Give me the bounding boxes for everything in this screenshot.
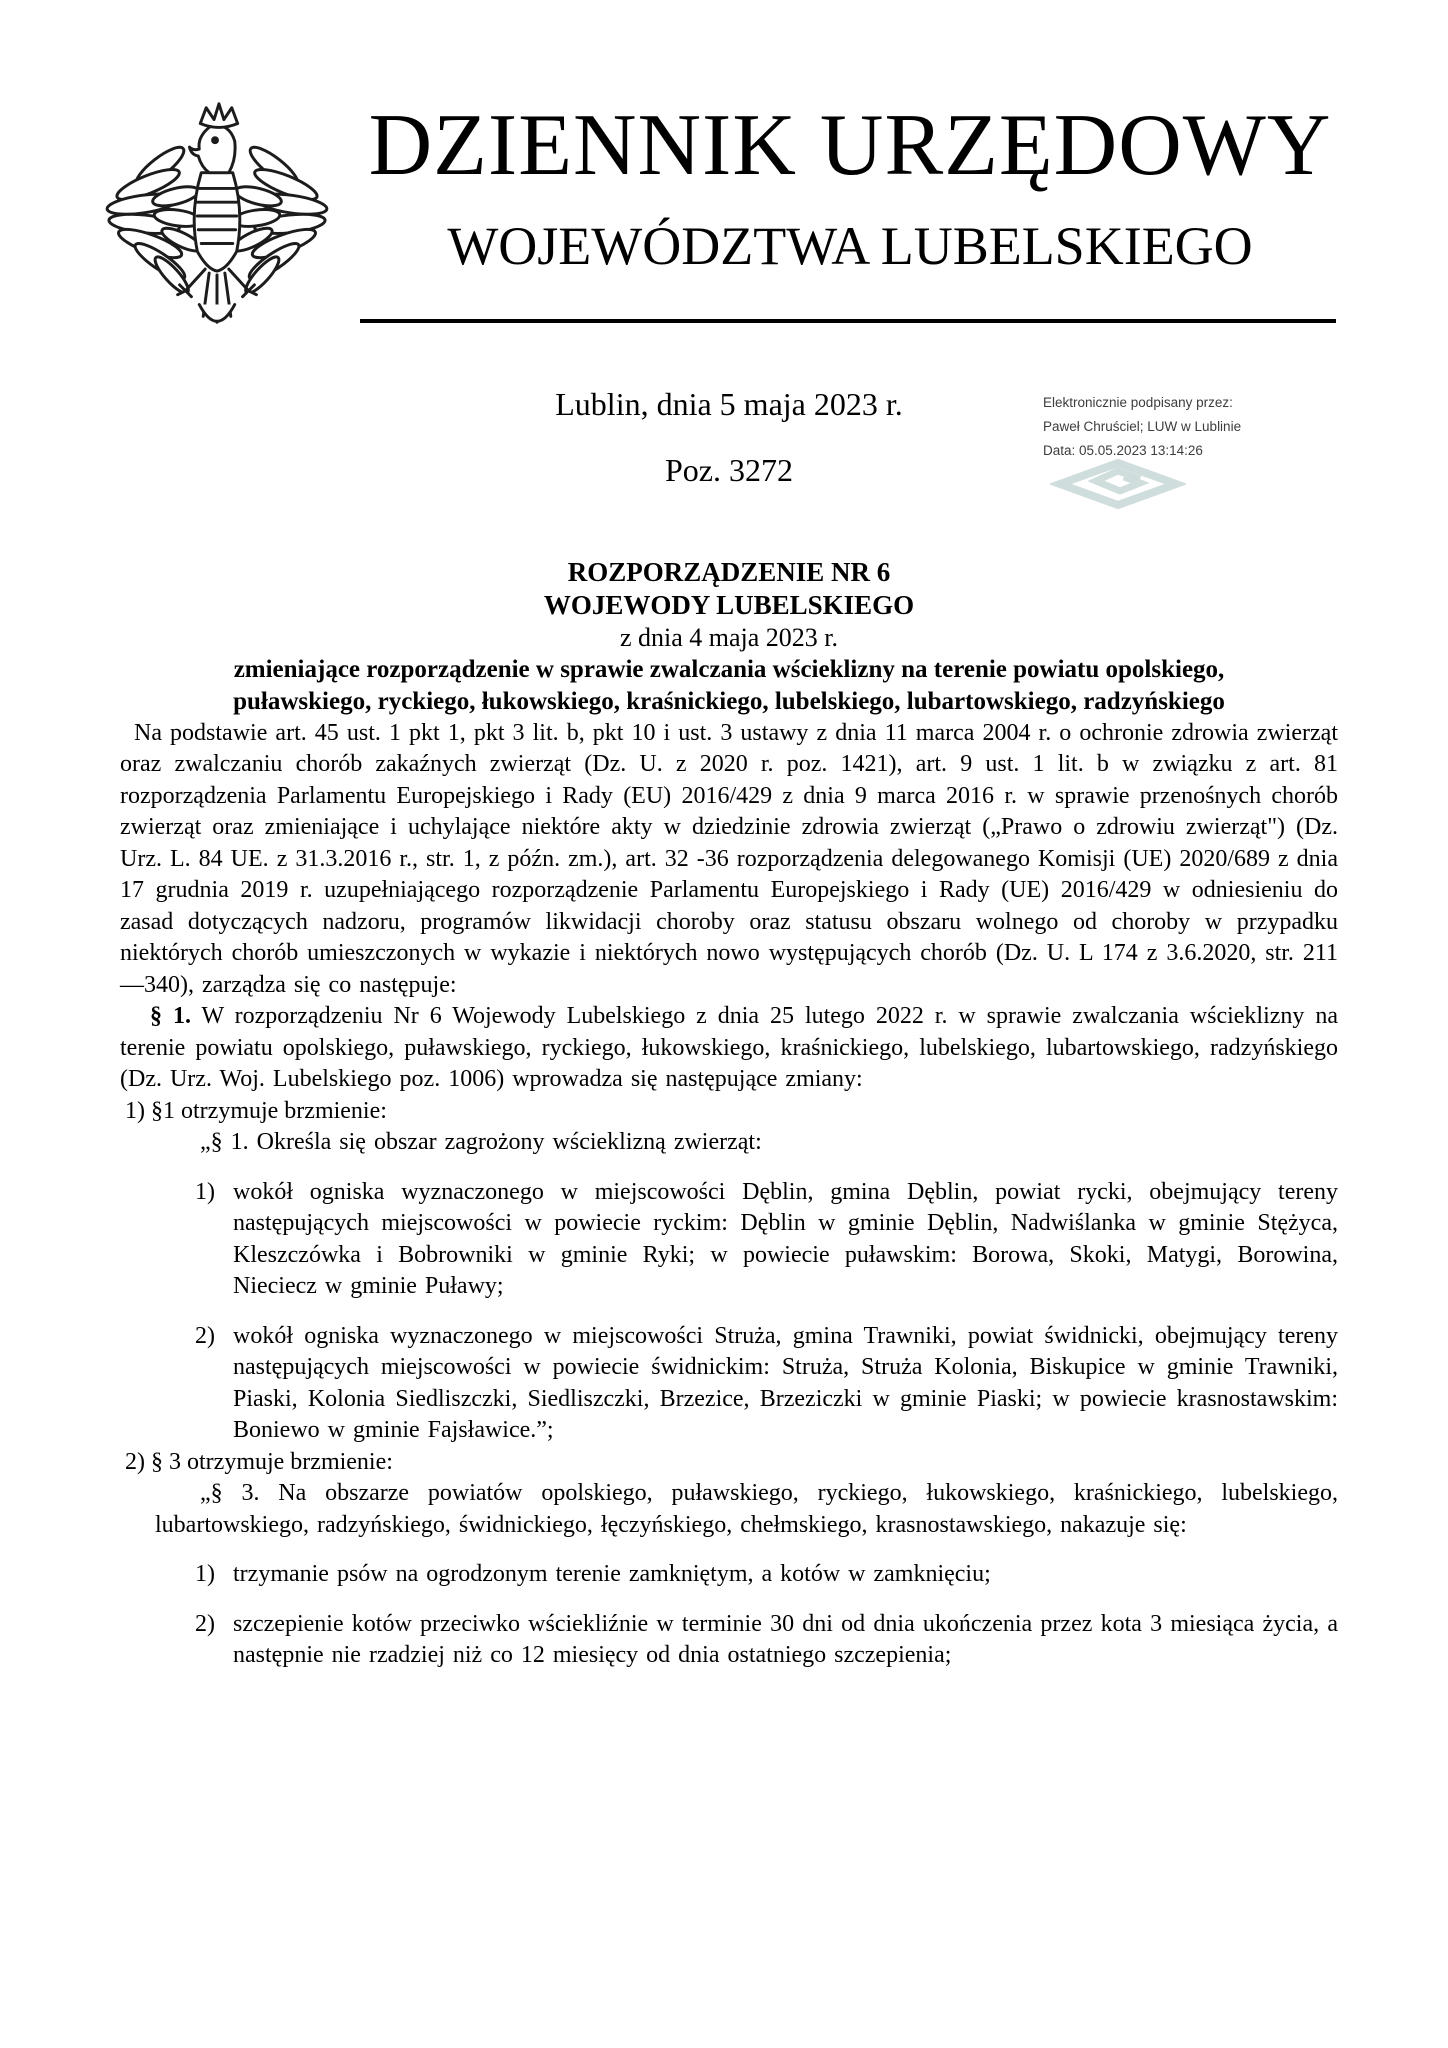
paragraph-1-label: § 1. bbox=[150, 1003, 191, 1029]
quote-2-intro: „§ 3. Na obszarze powiatów opolskiego, puławskiego, ryckiego, łukowskiego, kraśnickiego, lubelskiego, lubartowskiego, radzyńskiego, świdnickiego, łęczyńskiego, chełmskiego, krasnostawskiego, nakazuje się: bbox=[155, 1480, 1338, 1538]
amendment-2-text: § 3 otrzymuje brzmienie: bbox=[151, 1448, 393, 1475]
place-date-line: Lublin, dnia 5 maja 2023 r. bbox=[555, 386, 903, 422]
quote-2-item-2-number: 2) bbox=[195, 1610, 215, 1637]
quote-1-intro: „§ 1. Określa się obszar zagrożony wścieklizną zwierząt: bbox=[200, 1129, 762, 1155]
amendment-2-number: 2) bbox=[125, 1448, 145, 1475]
eagle-icon bbox=[98, 92, 336, 338]
quote-1-item-1 bbox=[120, 1177, 1338, 1303]
masthead-divider bbox=[360, 319, 1336, 323]
quote-2-item-1 bbox=[120, 1559, 1338, 1591]
quote-1-item-1-text: wokół ogniska wyznaczonego w miejscowości Dęblin, gmina Dęblin, powiat rycki, obejmujący tereny następujących miejscowości w powiecie ryckim: Dęblin w gminie Dęblin, Nadwiślanka w gminie Stężyca, Kleszczówka i Bobrowniki w gminie Ryki; w powiecie puławskim: Borowa, Skoki, Matygi, Borowina, Nieciecz w gminie Puławy; bbox=[233, 1178, 1338, 1299]
masthead bbox=[358, 94, 1342, 276]
amendment-1-text: §1 otrzymuje brzmienie: bbox=[151, 1097, 387, 1124]
quote-2-item-2 bbox=[120, 1609, 1338, 1672]
paragraph-1-text: W rozporządzeniu Nr 6 Wojewody Lubelskiego z dnia 25 lutego 2022 r. w sprawie zwalczania wścieklizny na terenie powiatu opolskiego, puławskiego, ryckiego, łukowskiego, kraśnickiego, lubelskiego, lubartowskiego, radzyńskiego (Dz. Urz. Woj. Lubelskiego poz. 1006) wprowadza się następujące zmiany: bbox=[120, 1003, 1339, 1092]
amendment-1 bbox=[120, 1096, 1338, 1128]
act-date: z dnia 4 maja 2023 r. bbox=[619, 623, 839, 652]
act-subject-line1: zmieniające rozporządzenie w sprawie zwalczania wścieklizny na terenie powiatu opolskiego, bbox=[233, 655, 1225, 683]
act-title-line2: WOJEWODY LUBELSKIEGO bbox=[543, 590, 915, 620]
act-subject bbox=[120, 654, 1338, 718]
preamble-paragraph: Na podstawie art. 45 ust. 1 pkt 1, pkt 3 lit. b, pkt 10 i ust. 3 ustawy z dnia 11 marca 2004 r. o ochronie zdrowia zwierząt oraz zwalczaniu chorób zakaźnych zwierząt (Dz. U. z 2020 r. poz. 1421), art. 9 ust. 1 lit. b w związku z art. 81 rozporządzenia Parlamentu Europejskiego i Rady (EU) 2016/429 z dnia 9 marca 2016 r. w sprawie przenośnych chorób zwierząt oraz zmieniające i uchylające niektóre akty w dziedzinie zdrowia zwierząt („Prawo o zdrowiu zwierząt") (Dz. Urz. L. 84 UE. z 31.3.2016 r., str. 1, z późn. zm.), art. 32 -36 rozporządzenia delegowanego Komisji (UE) 2020/689 z dnia 17 grudnia 2019 r. uzupełniającego rozporządzenie Parlamentu Europejskiego i Rady (UE) 2016/429 w odniesieniu do zasad dotyczących nadzoru, programów likwidacji choroby oraz statusu obszaru wolnego od choroby w przypadku niektórych chorób umieszczonych w wykazie i niektórych nowo występujących chorób (Dz. U. L 174 z 3.6.2020, str. 211—340), zarządza się co następuje: bbox=[120, 719, 1338, 998]
esignature-block bbox=[1043, 391, 1373, 463]
document-body bbox=[120, 556, 1338, 1672]
quote-1-item-2-number: 2) bbox=[195, 1322, 215, 1349]
quote-2-item-2-text: szczepienie kotów przeciwko wściekliźnie w terminie 30 dni od dnia ukończenia przez kota 3 miesiąca życia, a następnie nie rzadziej niż co 12 miesięcy od dnia ostatniego szczepienia; bbox=[233, 1610, 1338, 1668]
amendment-1-number: 1) bbox=[125, 1097, 145, 1124]
amendment-2 bbox=[120, 1447, 1338, 1479]
position-number: Poz. 3272 bbox=[665, 452, 793, 488]
esignature-line3: Data: 05.05.2023 13:14:26 bbox=[1043, 443, 1203, 458]
act-title-line1: ROZPORZĄDZENIE NR 6 bbox=[567, 557, 891, 587]
quote-1-item-2 bbox=[120, 1321, 1338, 1447]
quote-1-item-2-text: wokół ogniska wyznaczonego w miejscowości Struża, gmina Trawniki, powiat świdnicki, obejmujący tereny następujących miejscowości w powiecie świdnickim: Struża, Struża Kolonia, Biskupice w gminie Trawniki, Piaski, Kolonia Siedliszczki, Siedliszczki, Brzezice, Brzeziczki w gminie Piaski; w powiecie krasnostawskim: Boniewo w gminie Fajsławice.”; bbox=[233, 1322, 1338, 1443]
paragraph-1 bbox=[120, 1001, 1338, 1096]
esignature-line2: Paweł Chruściel; LUW w Lublinie bbox=[1043, 419, 1242, 434]
quote-2-item-1-number: 1) bbox=[195, 1561, 215, 1587]
act-subject-line2: puławskiego, ryckiego, łukowskiego, kraśnickiego, lubelskiego, lubartowskiego, radzyńskiego bbox=[233, 687, 1225, 715]
polish-eagle-emblem-icon bbox=[98, 92, 336, 338]
esignature-line1: Elektronicznie podpisany przez: bbox=[1043, 395, 1233, 410]
journal-subtitle: WOJEWÓDZTWA LUBELSKIEGO bbox=[447, 216, 1253, 276]
quote-2-item-1-text: trzymanie psów na ogrodzonym terenie zamkniętym, a kotów w zamknięciu; bbox=[233, 1561, 991, 1587]
act-title bbox=[120, 556, 1338, 622]
journal-title: DZIENNIK URZĘDOWY bbox=[368, 97, 1332, 194]
e-signature-logo-icon bbox=[1050, 458, 1186, 510]
quote-1-item-1-number: 1) bbox=[195, 1178, 215, 1205]
